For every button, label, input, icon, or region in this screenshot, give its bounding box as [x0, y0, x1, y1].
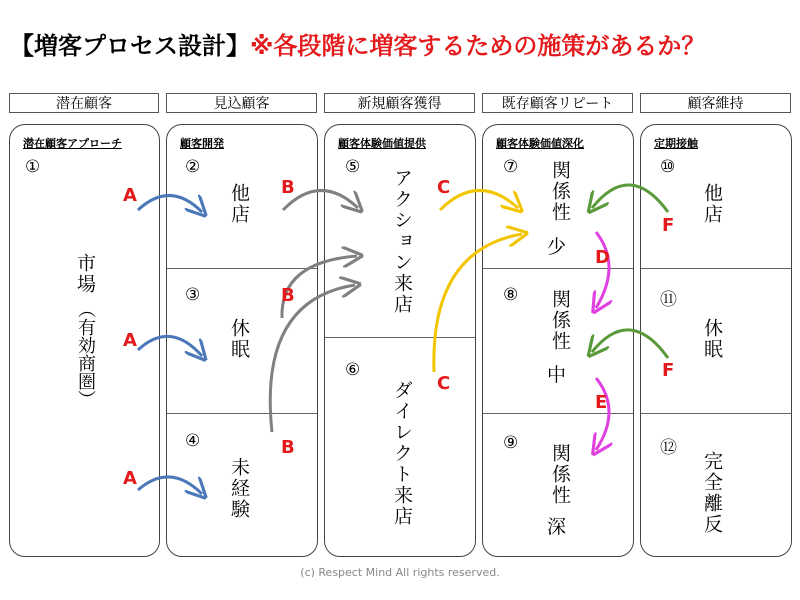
arrow-e: [596, 378, 609, 450]
label-relation-low: 関係性: [549, 160, 571, 223]
letter-c: C: [437, 373, 451, 394]
node-number: ①: [25, 157, 41, 177]
label-relation-mid: 関係性: [549, 289, 571, 352]
letter-c: C: [437, 177, 451, 198]
node-number: ⑧: [503, 285, 519, 305]
arrow-f-2: [592, 330, 668, 358]
node-number: ②: [185, 157, 201, 177]
letter-a: A: [123, 330, 137, 351]
letter-e: E: [595, 392, 608, 413]
letter-b: B: [281, 177, 295, 198]
subtitle-repeat: 顧客体験価値深化: [496, 137, 584, 150]
letter-b: B: [281, 285, 295, 306]
label-deep: 深: [547, 516, 567, 538]
arrow-f-1: [592, 185, 668, 212]
node-number: ⑪: [660, 290, 677, 310]
node-number: ④: [185, 431, 201, 451]
title-red: ※各段階に増客するための施策があるか？: [250, 32, 706, 60]
node-number: ⑦: [503, 157, 519, 177]
arrow-a-3: [138, 477, 202, 494]
label-low: 少: [547, 236, 567, 258]
node-number: ③: [185, 285, 201, 305]
title-black: 【増客プロセス設計】: [10, 32, 250, 60]
arrow-a-2: [138, 336, 202, 356]
arrow-c-2: [434, 234, 522, 372]
node-number: ⑩: [660, 157, 676, 177]
label-relation-deep: 関係性: [549, 443, 571, 506]
label-complete-leave: 完全離反: [701, 451, 723, 535]
node-number: ⑨: [503, 433, 519, 453]
stage-header-retention: 顧客維持: [640, 93, 791, 113]
letter-f: F: [662, 215, 675, 236]
label-mid: 中: [547, 364, 567, 386]
stage-header-latent: 潜在顧客: [9, 93, 159, 113]
letter-b: B: [281, 437, 295, 458]
label-other-store: 他店: [228, 183, 250, 225]
letter-d: D: [595, 247, 610, 268]
stage-header-prospect: 見込顧客: [166, 93, 317, 113]
letter-a: A: [123, 468, 137, 489]
label-market-paren: （有効商圏）: [75, 300, 96, 408]
node-number: ⑥: [345, 360, 361, 380]
label-dormant: 休眠: [228, 318, 250, 360]
label-direct-visit: ダイレクト来店: [391, 380, 413, 527]
letter-a: A: [123, 185, 137, 206]
label-other-store-2: 他店: [701, 183, 723, 225]
letter-f: F: [662, 360, 675, 381]
label-dormant-2: 休眠: [701, 318, 723, 360]
node-number: ⑫: [660, 438, 677, 458]
subtitle-retention: 定期接触: [654, 137, 698, 150]
node-number: ⑤: [345, 157, 361, 177]
subtitle-latent: 潜在顧客アプローチ: [23, 137, 122, 150]
arrow-a-1: [138, 195, 202, 212]
arrow-c-1: [440, 190, 518, 210]
label-action-visit: アクション来店: [391, 168, 413, 315]
stage-header-repeat: 既存顧客リピート: [482, 93, 633, 113]
subtitle-new: 顧客体験価値提供: [338, 137, 426, 150]
stage-header-new: 新規顧客獲得: [324, 93, 475, 113]
label-inexperienced: 未経験: [228, 457, 250, 520]
subtitle-prospect: 顧客開発: [180, 137, 224, 150]
label-market: 市場: [74, 253, 96, 295]
copyright-footer: (c) Respect Mind All rights reserved.: [300, 566, 500, 579]
arrow-d: [596, 232, 609, 308]
